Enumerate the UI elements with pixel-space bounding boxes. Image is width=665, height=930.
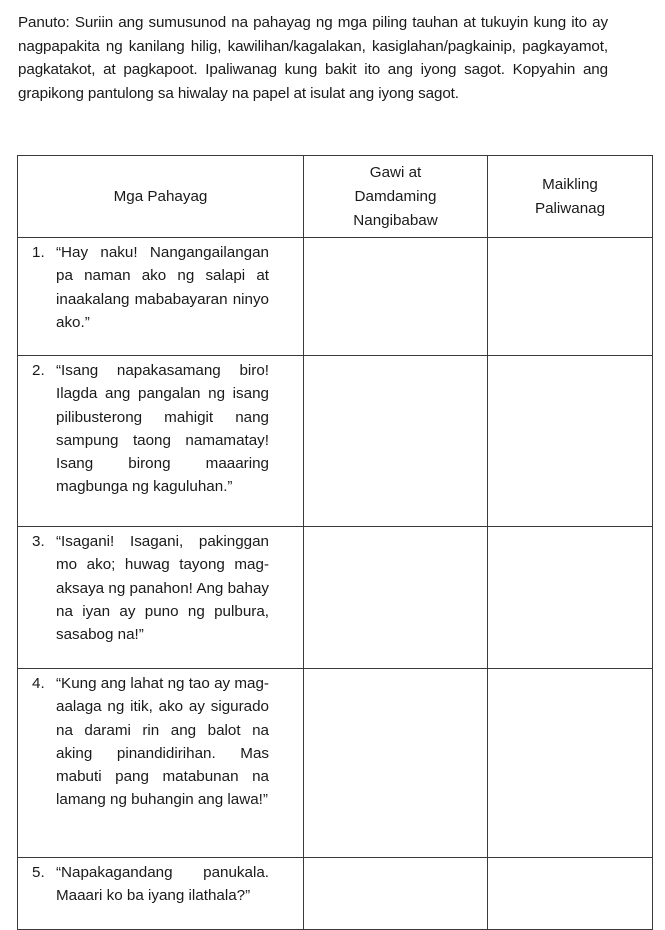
statement-text: “Isagani! Isagani, pakinggan mo ako; huwag tayong mag-aksaya ng panahon! Ang bahay na iyan ay puno ng pulbura, sasabog na!”: [56, 533, 269, 644]
statement-cell: [18, 858, 304, 930]
table-row: [18, 356, 653, 527]
item-number: 5.: [32, 864, 45, 881]
statement-cell: [18, 356, 304, 527]
header-emotion-line-2: Damdaming: [354, 187, 437, 205]
graphic-organizer-table: [17, 155, 653, 930]
emotion-answer-cell[interactable]: [304, 238, 488, 356]
header-explanation: [488, 156, 653, 238]
statement-text: “Kung ang lahat ng tao ay mag-aalaga ng itik, ako ay sigurado na darami rin ang balot na aking pinandidirihan. Mas mabuti pang matabunan na lamang ng buhangin ang lawa!”: [56, 675, 269, 809]
item-number: 1.: [32, 244, 45, 261]
emotion-answer-cell[interactable]: [304, 356, 488, 527]
explanation-answer-cell[interactable]: [488, 356, 653, 527]
statement-text: “Isang napakasamang biro! Ilagda ang pangalan ng isang pilibusterong mahigit nang sampung taong namamatay! Isang birong maaaring magbunga ng kaguluhan.”: [56, 362, 269, 496]
header-emotion: [304, 156, 488, 238]
header-emotion-line-1: Gawi at: [369, 163, 422, 181]
explanation-answer-cell[interactable]: [488, 669, 653, 858]
item-number: 4.: [32, 675, 45, 692]
table-row: [18, 238, 653, 356]
explanation-answer-cell[interactable]: [488, 858, 653, 930]
header-explanation-line-1: Maikling: [542, 175, 598, 193]
statement-cell: [18, 527, 304, 669]
statement-text: “Napakagandang panukala. Maaari ko ba iyang ilathala?”: [56, 864, 269, 905]
statement-cell: [18, 669, 304, 858]
table-header-row: [18, 156, 653, 238]
explanation-answer-cell[interactable]: [488, 527, 653, 669]
statement-text: “Hay naku! Nangangailangan pa naman ako ng salapi at inaakalang mababayaran ninyo ako.”: [56, 244, 269, 331]
header-statements: [18, 156, 304, 238]
item-number: 2.: [32, 362, 45, 379]
emotion-answer-cell[interactable]: [304, 858, 488, 930]
header-explanation-line-2: Paliwanag: [534, 199, 606, 217]
instructions-paragraph: Panuto: Suriin ang sumusunod na pahayag ng mga piling tauhan at tukuyin kung ito ay nagpapakita ng kanilang hilig, kawilihan/kagalakan, kasiglahan/pagkainip, pagkayamot, pagkatakot, at pagkapoot. Ipaliwanag kung bakit ito ang iyong sagot. Kopyahin ang grapikong pantulong sa hiwalay na papel at isulat ang iyong sagot.: [18, 14, 608, 102]
item-number: 3.: [32, 533, 45, 550]
statement-cell: [18, 238, 304, 356]
table-row: [18, 527, 653, 669]
table-row: [18, 858, 653, 930]
header-statements-label: Mga Pahayag: [113, 187, 208, 205]
table-row: [18, 669, 653, 858]
emotion-answer-cell[interactable]: [304, 669, 488, 858]
header-emotion-line-3: Nangibabaw: [353, 211, 438, 229]
explanation-answer-cell[interactable]: [488, 238, 653, 356]
emotion-answer-cell[interactable]: [304, 527, 488, 669]
